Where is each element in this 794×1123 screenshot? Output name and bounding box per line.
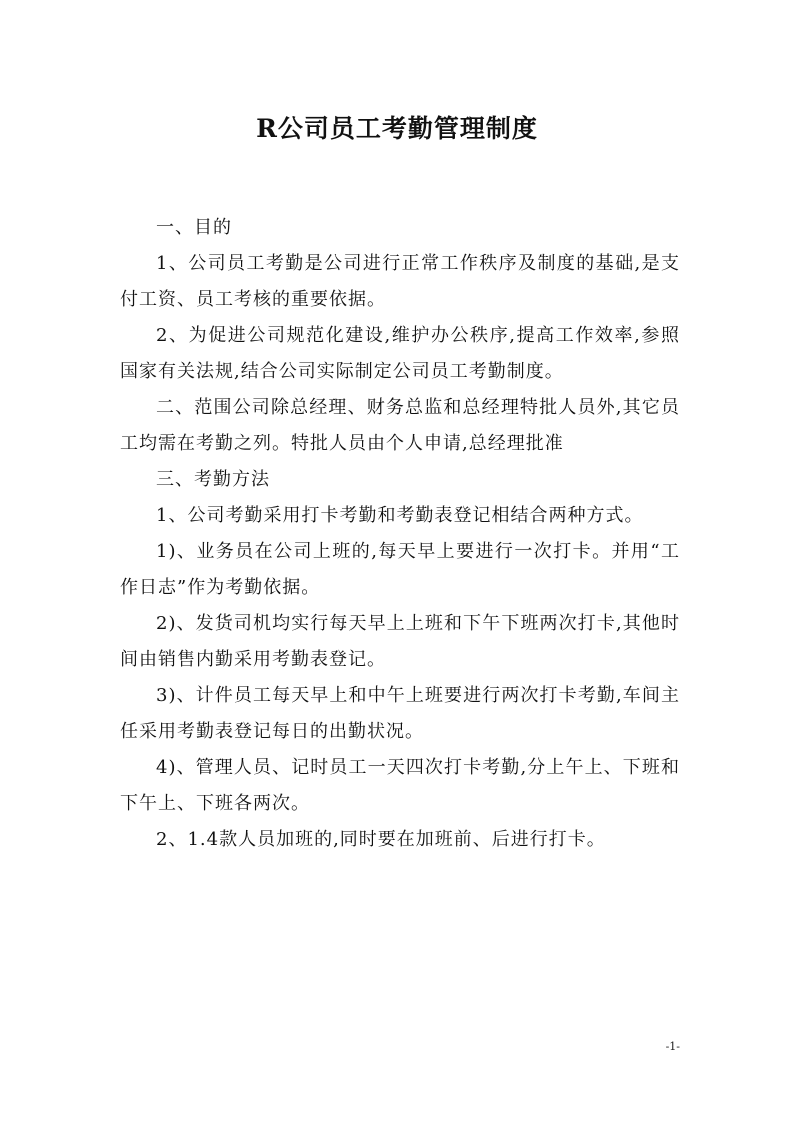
paragraph-purpose-2: 2、为促进公司规范化建设,维护办公秩序,提高工作效率,参照国家有关法规,结合公司实际制定公司员工考勤制度。 [120,325,680,382]
paragraph-purpose-heading: 一、目的 [156,217,232,238]
paragraph-method-1-1: 1)、业务员在公司上班的,每天早上要进行一次打卡。并用“工作日志”作为考勤依据。 [120,541,680,598]
paragraph-method-2: 2、1.4款人员加班的,同时要在加班前、后进行打卡。 [156,829,606,850]
page-number: -1- [665,1040,680,1053]
document-title: R公司员工考勤管理制度 [256,114,538,143]
paragraph-method-1-2: 2)、发货司机均实行每天早上上班和下午下班两次打卡,其他时间由销售内勤采用考勤表登记。 [120,613,680,670]
paragraph-method-1: 1、公司考勤采用打卡考勤和考勤表登记相结合两种方式。 [156,505,644,526]
paragraph-method-heading: 三、考勤方法 [156,469,270,490]
paragraph-scope: 二、范围公司除总经理、财务总监和总经理特批人员外,其它员工均需在考勤之列。特批人员由个人申请,总经理批准 [120,397,680,454]
document-body [120,210,680,858]
paragraph-method-1-4: 4)、管理人员、记时员工一天四次打卡考勤,分上午上、下班和下午上、下班各两次。 [120,757,680,814]
paragraph-method-1-3: 3)、计件员工每天早上和中午上班要进行两次打卡考勤,车间主任采用考勤表登记每日的出勤状况。 [120,685,680,742]
paragraph-purpose-1: 1、公司员工考勤是公司进行正常工作秩序及制度的基础,是支付工资、员工考核的重要依据。 [120,253,680,310]
